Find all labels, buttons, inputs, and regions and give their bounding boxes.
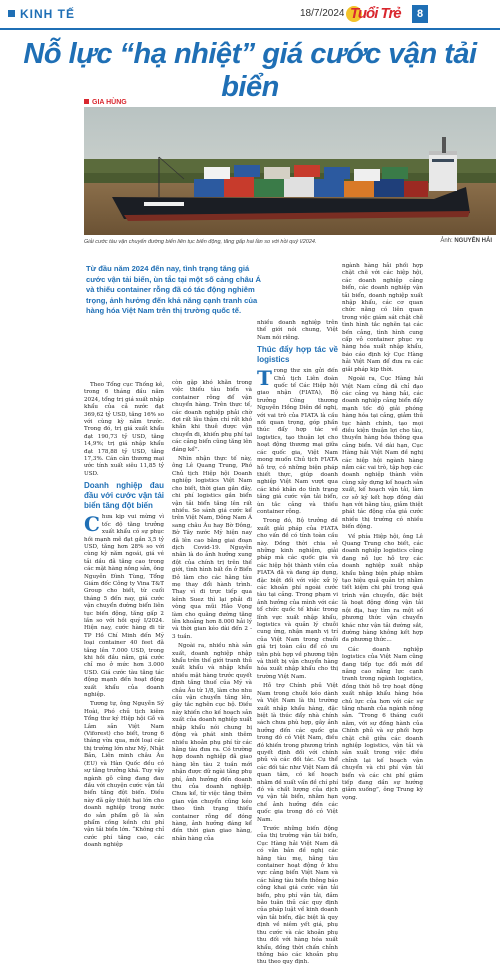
paragraph: ngành hàng hải phối hợp chặt chẽ với các hiệp hội, các doanh nghiệp cảng biển, các doanh nghiệp vận tải biển, doanh nghiệp xuất nhập khẩu, các cơ quan chức năng có liên quan trong việc giám sát chặt chẽ tình hình tắc nghẽn tại các bến cảng, tình hình cung cấp vỏ container phục vụ hàng hóa xuất nhập khẩu, báo cáo định kỳ Cục Hàng hải Việt Nam để đưa ra các giải pháp kịp thời. — [342, 263, 423, 373]
paragraph-text: hưa kịp vui mừng vì tốc độ tăng trưởng xuất khẩu có sự phục hồi mạnh mẽ đạt gần 3,5 tỷ USD, tăng hơn 28% so với cùng kỳ năm ngoái, giá vé tải dầu đã tăng cao trong các mặt hàng nông sản, ông Nguyễn Đình Tùng, Tổng Giám đốc Công ty Vina T&T Group cho biết, từ cuối tháng 5 đến nay, giá cước vận chuyển đường biển liên tục biến động, tăng gấp 2 lần so với hồi quý I/2024. Hiện nay, cước hàng đi từ TP Hồ Chí Minh đến Mỹ loại container 40 feet đã tăng lên 7.000 USD, trong khi hồi đầu năm, giá cước chỉ mo ở mức hơn 3.000 USD. Giá cước tàu tăng tác động mạnh đến hoạt động xuất khẩu của doanh nghiệp. — [84, 514, 164, 699]
masthead — [0, 0, 500, 30]
article-column-4 — [342, 263, 423, 801]
byline-author: GIA HÙNG — [92, 99, 127, 106]
paragraph: Ngoài ra, nhiều nhà sản xuất, doanh nghiệp nhập khẩu trên thế giới tranh thủ xuất khẩu và nhập khẩu nhiều mặt hàng trước quyết định tăng thuế của Mỹ và châu Âu từ 1/8, làm cho nhu cầu vận chuyển tăng lên, gây tắc nghẽn cục bộ. Điều này khiến cho kế hoạch sản xuất của doanh nghiệp xuất nhập khẩu nói chung bị động và phát sinh thêm nhiều khoản phụ phí từ các hãng tàu đưa ra. Có trường hợp doanh nghiệp đã giao hàng lên tàu 2 tuần mới nhận được dữ ngài tăng phụ phí, ảnh hưởng đến doanh thu của doanh nghiệp. Chưa kể, từ việc tăng thêm gian vận chuyển cũng kéo theo tình trạng thiếu container rỗng để đóng hàng, ảnh hưởng đáng kể đến thời gian giao hàng, nhân hàng của — [172, 643, 252, 842]
paragraph: Trước những biến động của thị trường vận tải biển, Cục Hàng hải Việt Nam đã có văn bản đề nghị các hãng tàu mẹ, hãng tàu container hoạt động ở khu vực cảng biển Việt Nam và các hãng tàu biển thông báo công khai giá cước vận tải biển, phụ phí vận tải, đảm bảo tuân thủ các quy định của pháp luật về kinh doanh vận tải biển, đặc biệt là quy định về niêm yết giá, phụ thu cước và các khoản phụ thu đối với hàng hóa xuất khẩu, đồng thời chấn chỉnh thông báo các khoản phụ thu theo quy định. — [257, 826, 338, 966]
article-column-1 — [84, 382, 164, 849]
paragraph: Tương tự, ông Nguyễn Sỹ Hoài, Phó chủ tịch kiêm Tổng thư ký Hiệp hội Gỗ và Lâm sản Việt Nam (Viforest) cho biết, trong 6 tháng vừa qua, mới loại các thị trường lớn như Mỹ, Nhật Bản, Liên minh châu Âu (EU) và Hàn Quốc đều có sự tăng trưởng khá. Tuy vậy ngành gỗ cũng đang đau đầu với chuyện cước vận tải biển tăng đột biến. Điều này đã gây thiệt hại lớn cho doanh nghiệp trong nước do sản phẩm gỗ là sản phẩm cồng kềnh chi phí vận tải biển lớn. “Không chỉ cước phí tăng cao, các doanh nghiệp — [84, 701, 164, 849]
section-square-icon — [8, 10, 15, 17]
article-photo — [84, 107, 496, 235]
subheading-shipping-costs: Doanh nghiệp đau đầu với cước vận tải biển tăng đột biến — [84, 481, 164, 511]
paragraph: Ngoài ra, Cục Hàng hải Việt Nam cũng đã chỉ đạo các cảng vụ hàng hải, các doanh nghiệp cảng biển đẩy mạnh tốc độ giải phóng hàng hóa tại cảng, giảm thủ tục hành chính, tạo mọi điều kiện thuận lợi cho tàu, thuyền hàng hóa thông qua cảng biển. Về dài hạn, Cục Hàng hải Việt Nam đề nghị các hiệp hội ngành hàng nắm các vai trò, tập hợp các doanh nghiệp thành viên cùng xây dựng kế hoạch sản xuất, kế hoạch vận tải, làm cơ sở ký kết hợp đồng dài hạn với hãng tàu, giảm thiệt phát tác động của giá cước nhiều thị trường có nhiều biến động. — [342, 376, 423, 531]
subheading-logistics-cooperation: Thúc đẩy hợp tác về logistics — [257, 345, 338, 365]
paragraph-with-dropcap — [257, 368, 338, 516]
page-number: 8 — [412, 5, 428, 23]
logo-text: Tuổi Trẻ — [350, 5, 401, 22]
article-headline: Nỗ lực “hạ nhiệt” giá cước vận tải biển — [23, 38, 477, 103]
dropcap: C — [84, 512, 100, 537]
section-tag[interactable] — [8, 7, 75, 21]
paragraph: Theo Tổng cục Thống kê, trong 6 tháng đầu năm 2024, tổng trị giá xuất nhập khẩu của cả nước đạt 369,62 tỷ USD, tăng 16% so với cùng kỳ năm trước. Trong đó, trị giá xuất khẩu đạt 190,73 tỷ USD, tăng 14,9%; trị giá nhập khẩu đạt 178,88 tỷ USD, tăng 17,3%. Cán cân thương mại ước tính xuất siêu 11,85 tỷ USD. — [84, 382, 164, 477]
paragraph: nhiều doanh nghiệp trên thế giới nói chung, Việt Nam nói riêng. — [257, 320, 338, 341]
paragraph-with-dropcap — [84, 514, 164, 699]
paragraph: Các doanh nghiệp logistics của Việt Nam cũng đang tiếp tục đổi mới để nâng cao năng lực cạnh tranh trong ngành logistics, đồng thời hỗ trợ hoạt động xuất nhập khẩu hàng hóa chủ lực của hơn với các sự tăng nhanh của ngành nông sản. “Trong 6 tháng cuối năm, với sự đồng hành của Chính phủ và sự phối hợp chặt chẽ giữa các doanh nghiệp logistics, vận tải và sản xuất trong việc điều chỉnh lại kế hoạch vận chuyển và chi phí vận tải biển và các chi phí giảm tiếp đang dần sự hướng giảm xuống”, ông Trung kỳ vọng. — [342, 646, 423, 801]
paragraph: Trong đó, Bộ trưởng đề xuất giải pháp của FIATA cho vấn đề có tính toàn cầu này. Đồng thời chia sẻ những kinh nghiệm, giải pháp mà các quốc gia và các hiệp hội thành viên của FIATA đã và đang áp dụng, đặc biệt đối với việc xử lý các khoản phí ngoài cước tàu tại cảng. Trong phạm vi ảnh hưởng của mình với các tổ chức quốc tế khác trong lĩnh vực xuất nhập khẩu, logistics và quản lý chuỗi cung ứng, nhận mạnh vị trí của Việt Nam trong chuỗi giá trị toàn cầu để có ưu tiên phù hợp về phương tiện và thiết bị vận chuyển hàng hóa xuất nhập khẩu cho thị trường Việt Nam. — [257, 518, 338, 680]
photo-credit-label: Ảnh: — [440, 238, 453, 244]
paragraph: Về phía Hiệp hội, ông Lê Quang Trung cho biết, các doanh nghiệp logistics cũng đang nỗ lực hỗ trợ các doanh nghiệp xuất nhập khẩu bằng biện pháp nhằm tạo hiệu quả quản trị nhằm tiết kiệm chi phí trong quá trình vận chuyển, đặc biệt là hoạt động đóng vận tải nội địa, hay tìm ra một số phương thức vận chuyển khác như vận tải đường sắt, đường hàng không kết hợp đa phương thức... — [342, 533, 423, 644]
paragraph: Nhìn nhận thực tế này, ông Lê Quang Trung, Phó Chủ tịch Hiệp hội Doanh nghiệp logistics Việt Nam cho biết, thời gian gần đây, chi phí logistics gần biển vận tải biển tăng lên rất nhiều. So sánh giá cước kể trên Việt Nam, Đông Nam Á sang châu Âu hay Bờ Đông, Bờ Tây nước Mỹ hiện nay đã lên cao bằng giai đoạn dịch Covid-19. Nguyên nhân là do ảnh hưởng xung đột của chính trị trên thế giới, tình hình bất ổn ở Biển Đỏ làm cho các hãng tàu mẹ thay đổi hành trình. Thay vì đi trực tiếp qua kênh Suez thì lại phải đi vòng qua mũi Hảo Vọng làm cho quãng đường tăng lên khoảng hơn 8.000 hải lý và thời gian kéo dài đến 2 - 3 tuần. — [172, 456, 252, 640]
photo-credit-name: NGUYỄN HẢI — [454, 238, 492, 244]
article-column-3 — [257, 320, 338, 966]
paragraph-text: rong thư xin gửi đến Chủ tịch Liên đoàn quốc tế Các Hiệp hội giao nhận (FIATA), Bộ trưởng Công thương Nguyễn Hồng Diên đề nghị, với vai trò của FIATA là cầu nối quan trọng, góp phần thúc đẩy hợp tác về logistics, tạo thuận lợi cho hoạt động thương mại giữa các quốc gia, Việt Nam mong muốn Chủ tịch FIATA hỗ trợ, có những biện pháp thiết thực, giúp doanh nghiệp Việt Nam vượt qua các khó khăn do tình trạng tăng giá cước vận tải biển, ùn tắc cảng và thiếu container rỗng. — [257, 368, 338, 515]
byline — [84, 99, 127, 106]
photo-caption: Giải cước tàu vận chuyển đường biển liên tục biến động, tăng gấp hai lần so với hồi quý I/2024. — [84, 239, 317, 245]
newspaper-logo[interactable] — [344, 3, 406, 25]
issue-date: 18/7/2024 — [300, 8, 345, 19]
byline-square-icon — [84, 99, 89, 104]
article-lead: Từ đầu năm 2024 đến nay, tình trạng tăng giá cước vận tải biển, ùn tắc tại một số cảng châu Á và thiếu container rỗng đã có tác động nghiêm trọng, ảnh hưởng đến khả năng cạnh tranh của hàng hóa Việt Nam trên thị trường quốc tế. — [86, 264, 262, 315]
container-ship-photo — [84, 107, 496, 235]
paragraph: còn gặp khó khăn trong việc thiếu tàu biển và container rỗng để vận chuyển hàng. Trên thực tế, các doanh nghiệp phải chờ đợi rất lâu thậm chí rất khó khăn khi thuê được vận chuyển đi, khiến phụ phí tại các cảng biển cũng tăng lên đáng kể”. — [172, 380, 252, 453]
section-label: KINH TẾ — [20, 7, 75, 21]
paragraph: Hỗ trợ Chính phủ Việt Nam trong chuỗi kéo dành và Việt Nam là thị trường xuất nhập khẩu hàng, đặc biệt là thúc đẩy nhà chính sách chưa phù hợp, gây ảnh hưởng đến các quốc gia trong đó có Việt Nam, điều đó khiến trong phương trình quyết định đối với chính phủ và các đối tác. Cụ thể các đối tác như Việt Nam đã quan tâm, có kế hoạch nhằm đề xuất vấn đề chí phí đó và chất lượng của dịch vụ vận tải biển, nhằm hạn chế ảnh hưởng đến các quốc gia trong đó có Việt Nam. — [257, 683, 338, 823]
photo-credit — [440, 238, 492, 244]
article-column-2 — [172, 380, 252, 842]
dropcap: T — [257, 366, 272, 391]
